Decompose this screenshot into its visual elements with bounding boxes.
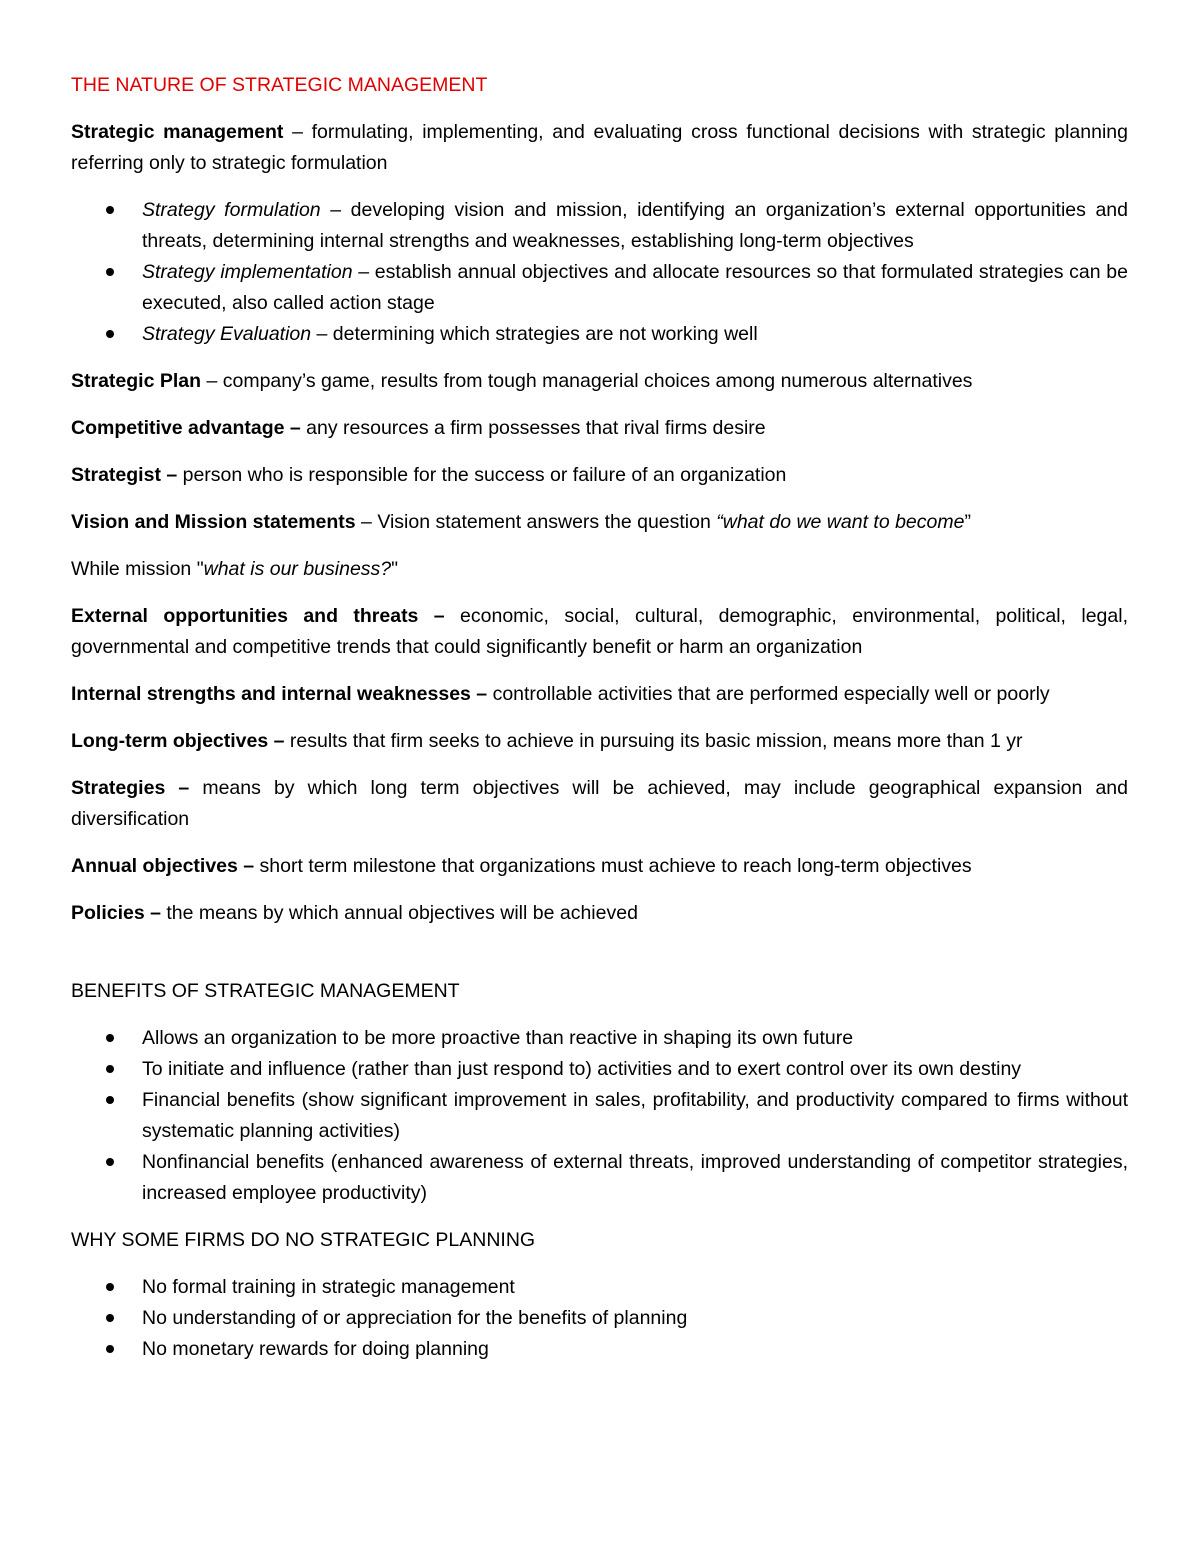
definition-term: Strategist – <box>71 464 178 486</box>
bullet-icon <box>106 206 114 214</box>
mission-text: While mission " <box>71 558 204 580</box>
definition-strategist <box>71 460 1128 491</box>
definition-text: – company’s game, results from tough managerial choices among numerous alternatives <box>201 370 973 392</box>
document-body <box>71 70 1128 1381</box>
definition-term: Strategic Plan <box>71 370 202 392</box>
mission-quote-close: " <box>391 558 399 580</box>
definition-text: short term milestone that organizations must achieve to reach long-term objectives <box>254 855 972 877</box>
definition-text: – formulating, implementing, and evaluating cross functional decisions with strategic planning referring only to strategic formulation <box>71 121 1128 174</box>
list-item <box>71 1272 1128 1303</box>
definition-term: Strategies – <box>71 777 190 799</box>
definition-strategic-management <box>71 117 1128 179</box>
definition-term: Annual objectives – <box>71 855 255 877</box>
no-planning-reasons-list <box>71 1272 1128 1365</box>
list-item <box>71 1147 1128 1209</box>
list-item-text: – establish annual objectives and allocate resources so that formulated strategies can be executed, also called action stage <box>142 261 1128 314</box>
definition-strategies <box>71 773 1128 835</box>
definition-annual-objectives <box>71 851 1128 882</box>
list-item-text: No monetary rewards for doing planning <box>142 1338 489 1360</box>
definition-text: person who is responsible for the success or failure of an organization <box>177 464 787 486</box>
list-item-term: Strategy Evaluation <box>142 323 312 345</box>
bullet-icon <box>106 268 114 276</box>
definition-text: – Vision statement answers the question <box>355 511 717 533</box>
list-item <box>71 1054 1128 1085</box>
list-item-term: Strategy implementation <box>142 261 353 283</box>
list-item-text: No formal training in strategic management <box>142 1276 515 1298</box>
bullet-icon <box>106 1283 114 1291</box>
list-item <box>71 1303 1128 1334</box>
section-title-why-no-planning: WHY SOME FIRMS DO NO STRATEGIC PLANNING <box>71 1229 536 1251</box>
definition-vision-mission <box>71 507 1128 538</box>
list-item-text: No understanding of or appreciation for the benefits of planning <box>142 1307 688 1329</box>
list-item <box>71 195 1128 257</box>
definition-internal-strengths <box>71 679 1128 710</box>
definition-external-opportunities <box>71 601 1128 663</box>
list-item <box>71 1085 1128 1147</box>
definition-term: Competitive advantage – <box>71 417 301 439</box>
bullet-icon <box>106 1065 114 1073</box>
definition-text: controllable activities that are performed especially well or poorly <box>487 683 1050 705</box>
definition-competitive-advantage <box>71 413 1128 444</box>
list-item-text: Financial benefits (show significant improvement in sales, profitability, and productivity compared to firms without systematic planning activities) <box>142 1089 1128 1142</box>
list-item <box>71 1023 1128 1054</box>
vision-quote: “what do we want to become <box>716 511 965 533</box>
bullet-icon <box>106 1314 114 1322</box>
benefits-list <box>71 1023 1128 1209</box>
vision-quote-close: ” <box>964 511 971 533</box>
definition-term: External opportunities and threats – <box>71 605 445 627</box>
bullet-icon <box>106 1034 114 1042</box>
definition-term: Long-term objectives – <box>71 730 285 752</box>
list-item-text: – determining which strategies are not working well <box>311 323 758 345</box>
list-item-text: Allows an organization to be more proactive than reactive in shaping its own future <box>142 1027 854 1049</box>
definition-text: means by which long term objectives will be achieved, may include geographical expansion and diversification <box>71 777 1128 830</box>
list-item-text: Nonfinancial benefits (enhanced awareness of external threats, improved understanding of competitor strategies, increased employee productivity) <box>142 1151 1128 1204</box>
definition-strategic-plan <box>71 366 1128 397</box>
list-item-term: Strategy formulation <box>142 199 321 221</box>
definition-term: Strategic management <box>71 121 284 143</box>
list-item <box>71 257 1128 319</box>
list-item-text: To initiate and influence (rather than just respond to) activities and to exert control over its own destiny <box>142 1058 1022 1080</box>
section-title-benefits: BENEFITS OF STRATEGIC MANAGEMENT <box>71 980 460 1002</box>
section-title-nature: THE NATURE OF STRATEGIC MANAGEMENT <box>71 74 488 96</box>
bullet-icon <box>106 1096 114 1104</box>
bullet-icon <box>106 330 114 338</box>
definition-long-term-objectives <box>71 726 1128 757</box>
list-item <box>71 1334 1128 1365</box>
mission-statement-line <box>71 554 1128 585</box>
definition-term: Vision and Mission statements <box>71 511 356 533</box>
definition-text: results that firm seeks to achieve in pursuing its basic mission, means more than 1 yr <box>284 730 1023 752</box>
section-spacer <box>71 929 1128 976</box>
definition-text: economic, social, cultural, demographic, environmental, political, legal, governmental and competitive trends that could significantly benefit or harm an organization <box>71 605 1128 658</box>
strategy-stages-list <box>71 195 1128 350</box>
bullet-icon <box>106 1158 114 1166</box>
list-item <box>71 319 1128 350</box>
definition-text: the means by which annual objectives will be achieved <box>160 902 638 924</box>
definition-policies <box>71 898 1128 929</box>
definition-text: any resources a firm possesses that rival firms desire <box>300 417 766 439</box>
bullet-icon <box>106 1345 114 1353</box>
definition-term: Policies – <box>71 902 161 924</box>
mission-quote: what is our business? <box>203 558 392 580</box>
definition-term: Internal strengths and internal weaknesses – <box>71 683 488 705</box>
list-item-text: – developing vision and mission, identifying an organization’s external opportunities and threats, determining internal strengths and weaknesses, establishing long-term objectives <box>142 199 1128 252</box>
